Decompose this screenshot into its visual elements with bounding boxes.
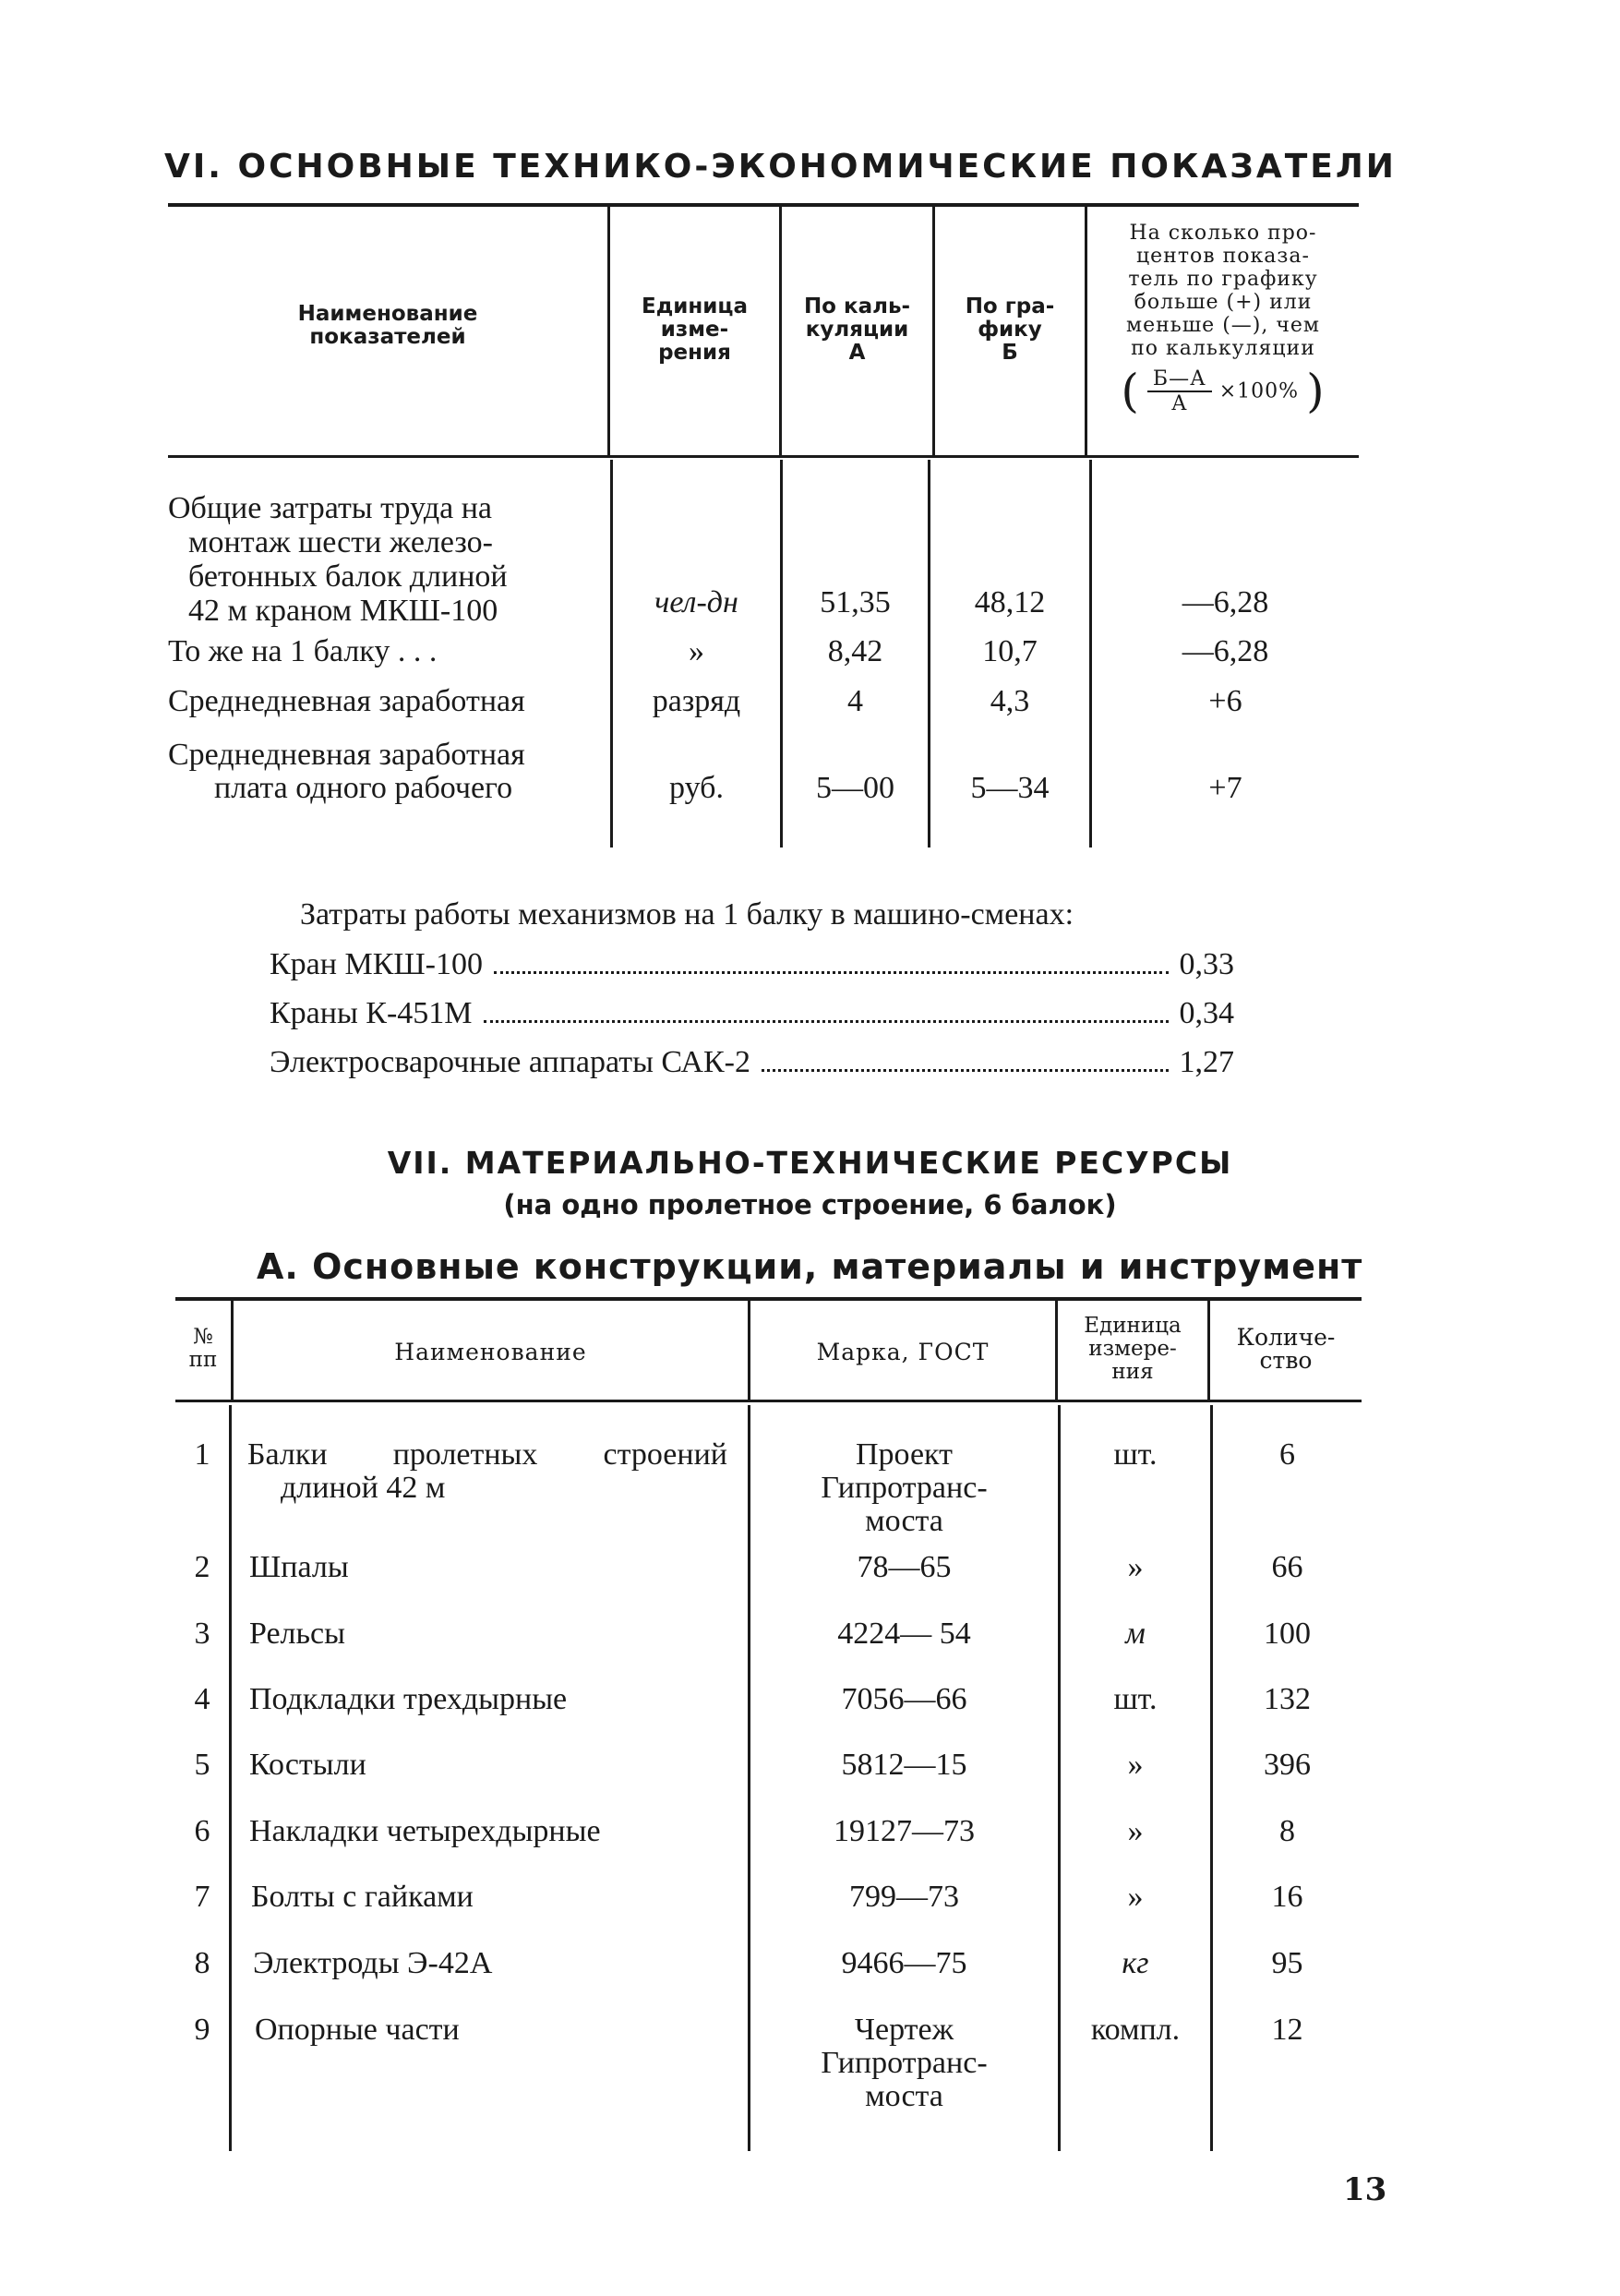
row-name: Подкладки трехдырные [249,1682,568,1716]
header-name: Наименование [394,1339,587,1365]
row-name: Шпалы [249,1550,349,1584]
row-unit: » [1127,1748,1144,1782]
row-qty: 100 [1264,1617,1311,1651]
row-unit: » [1127,1550,1144,1584]
column-divider [229,1405,232,2151]
row-qty: 66 [1271,1550,1303,1584]
row-mark: 5812—15 [841,1748,967,1782]
row-num: 9 [194,2013,210,2047]
row-mark: 4224— 54 [837,1617,971,1651]
row-qty: 12 [1271,2013,1303,2047]
row-qty: 16 [1271,1880,1303,1914]
row-name: Накладки четырехдырные [249,1814,601,1848]
row-unit: кг [1122,1946,1149,1980]
row-schedule: 10,7 [982,634,1038,668]
header-qty: Количе- ство [1236,1324,1336,1374]
row-mark: 78—65 [857,1550,952,1584]
row-unit: компл. [1090,2013,1181,2047]
row-name: Болты с гайками [251,1880,474,1914]
header-name: Наименование показателей [297,302,478,349]
row-num: 7 [194,1880,210,1914]
row-unit: » [1127,1880,1144,1914]
row-num: 4 [194,1682,210,1716]
row-percent: —6,28 [1182,585,1269,619]
table-top-rule [168,203,1359,207]
row-unit: разряд [652,684,741,718]
row-num: 8 [194,1946,210,1980]
row-name: Рельсы [249,1617,345,1651]
row-num: 3 [194,1617,210,1651]
row-qty: 6 [1279,1437,1295,1472]
table-row-name: Среднедневная заработная [168,684,525,718]
header-num: № пп [188,1325,218,1372]
subsection-a-title: А. Основные конструкции, материалы и инструмент [257,1246,1363,1287]
header-percent: На сколько про- центов показа- тель по графику больше (+) или меньше (—), чем по калькуляции ( $\frac{Б—А}{А}$ ×100% ) [1087,222,1359,415]
row-num: 5 [194,1748,210,1782]
row-percent: +6 [1208,684,1242,718]
row-mark: Проект Гипротранс- моста [821,1437,988,1538]
row-mark: Чертеж Гипротранс- моста [821,2013,988,2113]
row-num: 6 [194,1814,210,1848]
row-percent: —6,28 [1182,634,1269,668]
row-name: Электроды Э-42А [253,1946,493,1980]
table-row-name: Среднедневная заработная плата одного рабочего [168,738,525,805]
table-row-name: Общие затраты труда на монтаж шести железо- бетонных балок длиной 42 м краном МКШ-100 [168,491,508,628]
row-unit: м [1125,1617,1146,1651]
mechanism-row: Кран МКШ-100 0,33 [270,947,1234,981]
section-7-title: VII. МАТЕРИАЛЬНО-ТЕХНИЧЕСКИЕ РЕСУРСЫ [387,1145,1233,1181]
row-mark: 7056—66 [841,1682,967,1716]
header-calc: По каль- куляции А [803,295,911,365]
header-mark: Марка, ГОСТ [816,1339,990,1365]
percent-formula: ( $\frac{Б—А}{А}$ ×100% ) [1121,364,1326,418]
table-row-name: То же на 1 балку . . . [168,634,438,668]
row-mark: 19127—73 [834,1814,975,1848]
row-mark: 9466—75 [841,1946,967,1980]
page-number: 13 [1343,2171,1387,2208]
row-name: Балки пролетных строений длиной 42 м [247,1437,727,1505]
row-unit: чел-дн [654,585,738,619]
row-num: 1 [194,1437,210,1472]
section-7-subtitle: (на одно пролетное строение, 6 балок) [503,1189,1117,1220]
section-6-title: VI. ОСНОВНЫЕ ТЕХНИКО-ЭКОНОМИЧЕСКИЕ ПОКАЗАТЕЛИ [164,148,1397,186]
row-calc: 51,35 [820,585,891,619]
row-unit: шт. [1113,1437,1158,1472]
row-calc: 5—00 [816,771,894,805]
row-num: 2 [194,1550,210,1584]
row-unit: шт. [1113,1682,1158,1716]
row-qty: 95 [1271,1946,1303,1980]
row-unit: руб. [669,771,724,805]
row-mark: 799—73 [849,1880,959,1914]
header-schedule: По гра- фику Б [965,295,1055,365]
row-unit: » [1127,1814,1144,1848]
row-schedule: 48,12 [974,585,1046,619]
row-calc: 4 [847,684,863,718]
row-percent: +7 [1208,771,1242,805]
header-unit: Единица изме- рения [642,295,748,365]
row-name: Опорные части [255,2013,460,2047]
row-unit: » [689,634,704,668]
mechanisms-title: Затраты работы механизмов на 1 балку в машино-сменах: [300,897,1074,932]
header-bottom-rule [175,1400,1362,1402]
row-schedule: 4,3 [990,684,1030,718]
table-top-rule [175,1297,1362,1301]
row-qty: 8 [1279,1814,1295,1848]
row-calc: 8,42 [827,634,883,668]
row-qty: 396 [1264,1748,1311,1782]
row-name: Костыли [249,1748,366,1782]
row-qty: 132 [1264,1682,1311,1716]
header-bottom-rule [168,455,1359,458]
header-unit: Единица измере- ния [1084,1314,1182,1384]
mechanism-row: Краны К-451М 0,34 [270,996,1234,1030]
row-schedule: 5—34 [970,771,1050,805]
mechanism-row: Электросварочные аппараты САК-2 1,27 [270,1045,1234,1079]
